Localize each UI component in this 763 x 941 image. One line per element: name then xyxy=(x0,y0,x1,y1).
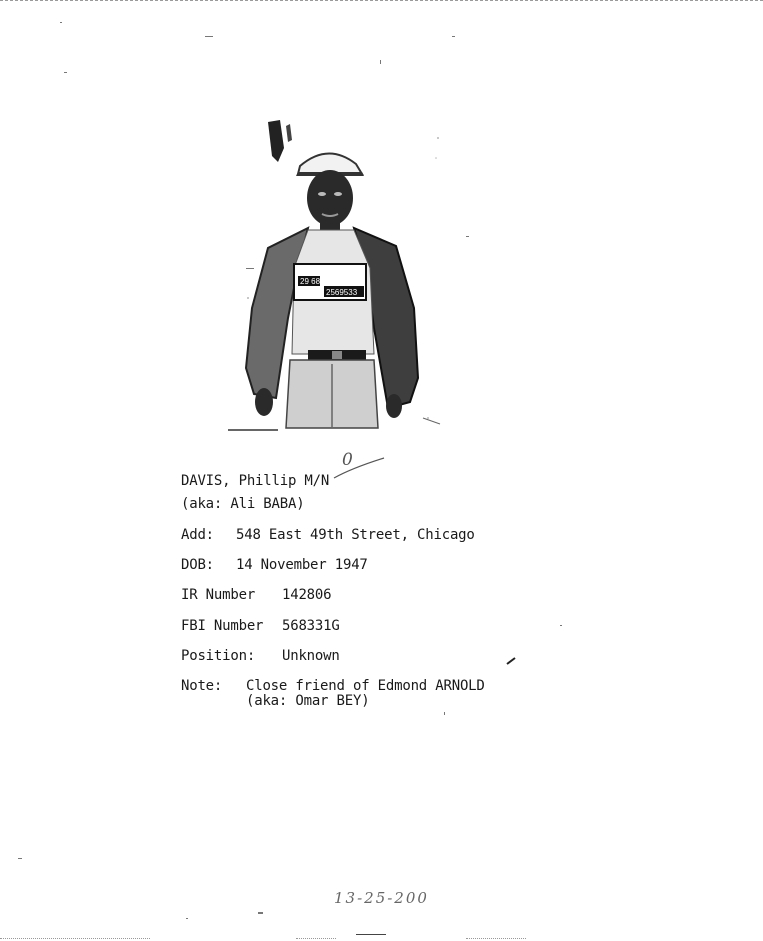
subject-name: DAVIS, Phillip M/N xyxy=(181,473,330,489)
position-label: Position: xyxy=(181,648,256,664)
page-bottom-border xyxy=(466,938,526,939)
scan-speck xyxy=(560,625,562,626)
check-tick-icon xyxy=(505,656,517,666)
address-value: 548 East 49th Street, Chicago xyxy=(236,527,475,543)
handwritten-stroke-icon xyxy=(332,454,388,480)
note-line-1: Close friend of Edmond ARNOLD xyxy=(246,678,485,694)
scan-speck xyxy=(452,36,455,37)
address-label: Add: xyxy=(181,527,214,543)
scan-speck xyxy=(444,712,445,715)
placard-top-text: 29 68 xyxy=(300,277,321,286)
ir-number-value: 142806 xyxy=(282,587,332,603)
page-bottom-border xyxy=(0,938,150,939)
scan-speck xyxy=(186,918,188,919)
page-top-border xyxy=(0,0,763,1)
subject-aka: (aka: Ali BABA) xyxy=(181,496,305,512)
note-line-2: (aka: Omar BEY) xyxy=(246,693,370,709)
scan-speck xyxy=(258,912,263,914)
scan-speck xyxy=(205,36,213,37)
scan-speck xyxy=(466,236,469,237)
position-value: Unknown xyxy=(282,648,340,664)
note-label: Note: xyxy=(181,678,223,694)
scan-speck xyxy=(246,268,254,269)
fbi-number-label: FBI Number xyxy=(181,618,264,634)
scan-speck xyxy=(380,60,381,64)
fbi-number-value: 568331G xyxy=(282,618,340,634)
placard-bottom-text: 2569533 xyxy=(326,288,358,297)
scan-speck xyxy=(18,858,22,859)
ir-number-label: IR Number xyxy=(181,587,256,603)
scan-speck xyxy=(60,22,62,23)
handwritten-margin-mark: 0 xyxy=(342,450,353,470)
booking-photo xyxy=(228,118,450,434)
dob-value: 14 November 1947 xyxy=(236,557,368,573)
scan-speck xyxy=(356,934,386,935)
page-bottom-border xyxy=(296,938,336,939)
dob-label: DOB: xyxy=(181,557,214,573)
scan-speck xyxy=(64,72,67,73)
handwritten-file-number: 13-25-200 xyxy=(334,889,429,907)
